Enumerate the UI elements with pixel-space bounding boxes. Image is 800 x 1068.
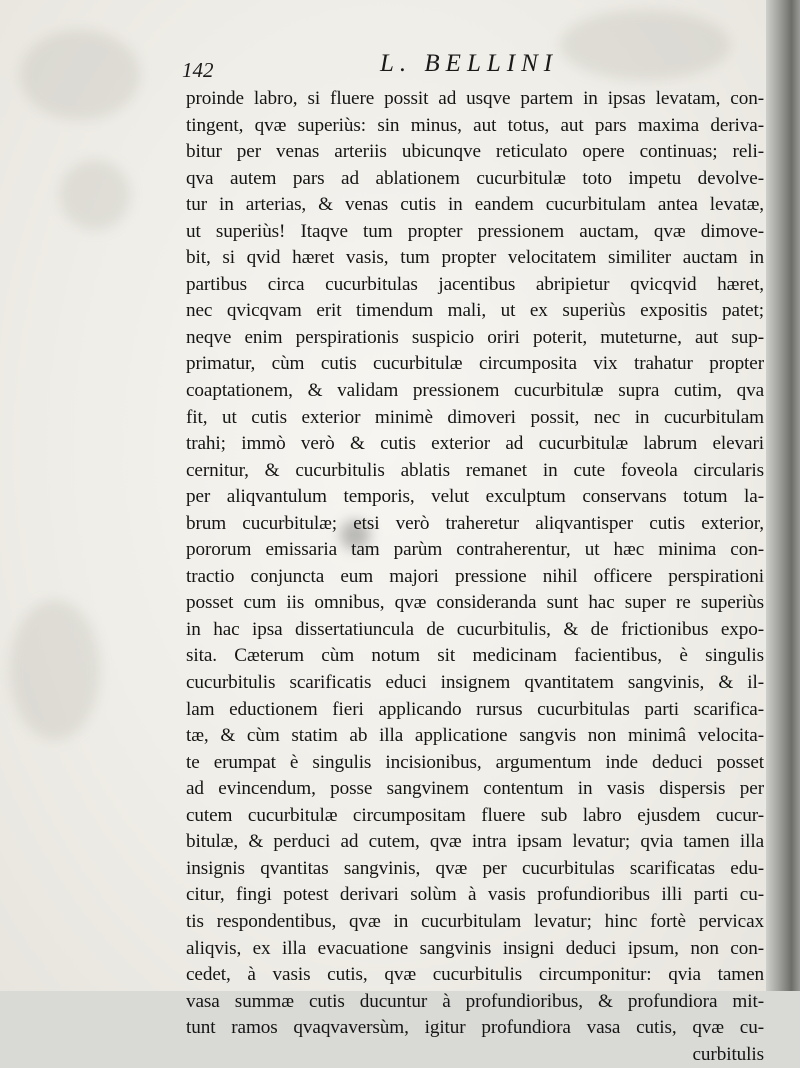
text-line: cedet, à vasis cutis, qvæ cucurbitulis circumponitur: qvia tamen: [186, 964, 764, 986]
text-line: citur, fingi potest derivari solùm à vasis profundioribus illi parti cu-: [186, 884, 764, 906]
text-line: fit, ut cutis exterior minimè dimoveri possit, nec in cucurbitulam: [186, 406, 764, 428]
text-line: trahi; immò verò & cutis exterior ad cucurbitulæ labrum elevari: [186, 433, 764, 455]
text-line: proinde labro, si fluere possit ad usqve partem in ipsas levatam, con-: [186, 88, 764, 109]
text-line: brum cucurbitulæ; etsi verò traheretur aliqvantisper cutis exterior,: [186, 512, 764, 534]
text-line: per aliqvantulum temporis, velut exculptum conservans totum la-: [186, 486, 764, 508]
catchword: curbitulis: [692, 1043, 764, 1065]
page-number: 142: [182, 58, 214, 82]
paper-stain: [10, 600, 100, 740]
text-line: sita. Cæterum cùm notum sit medicinam facientibus, è singulis: [186, 645, 764, 667]
text-line: qva autem pars ad ablationem cucurbitulæ toto impetu devolve-: [186, 167, 764, 189]
text-line: posset cum iis omnibus, qvæ consideranda sunt hac super re superiùs: [186, 592, 764, 614]
text-line: primatur, cùm cutis cucurbitulæ circumposita vix trahatur propter: [186, 353, 764, 375]
text-line: vasa summæ cutis ducuntur à profundioribus, & profundiora mit-: [186, 990, 764, 1012]
gutter-shadow: [766, 0, 800, 991]
text-line: tur in arterias, & venas cutis in eandem cucurbitulam antea levatæ,: [186, 194, 764, 216]
text-line: cucurbitulis scarificatis educi insignem qvantitatem sangvinis, & il-: [186, 672, 764, 694]
page-header: [182, 44, 752, 84]
text-line: pororum emissaria tam parùm contraherentur, ut hæc minima con-: [186, 539, 764, 561]
text-line: cutem cucurbitulæ circumpositam fluere sub labro ejusdem cucur-: [186, 804, 764, 826]
text-line: bit, si qvid hæret vasis, tum propter velocitatem similiter auctam in: [186, 247, 764, 269]
text-line: nec qvicqvam erit timendum mali, ut ex superiùs expositis patet;: [186, 300, 764, 322]
text-line: partibus circa cucurbitulas jacentibus abripietur qvicqvid hæret,: [186, 273, 764, 295]
body-text: [186, 86, 764, 1068]
text-line: tractio conjuncta eum majori pressione nihil officere perspirationi: [186, 565, 764, 587]
paper-stain: [60, 160, 130, 230]
text-line: ut superiùs! Itaqve tum propter pressionem auctam, qvæ dimove-: [186, 220, 764, 242]
text-line: in hac ipsa dissertatiuncula de cucurbitulis, & de frictionibus expo-: [186, 618, 764, 640]
text-line: lam eductionem fieri applicando rursus cucurbitulas parti scarifica-: [186, 698, 764, 720]
text-line: insignis qvantitas sangvinis, qvæ per cucurbitulas scarificatas edu-: [186, 857, 764, 879]
text-line: bitulæ, & perduci ad cutem, qvæ intra ipsam levatur; qvia tamen illa: [186, 831, 764, 853]
text-line: cernitur, & cucurbitulis ablatis remanet in cute foveola circularis: [186, 459, 764, 481]
text-line: tis respondentibus, qvæ in cucurbitulam levatur; hinc fortè pervicax: [186, 910, 764, 932]
text-line: coaptationem, & validam pressionem cucurbitulæ supra cutim, qva: [186, 380, 764, 402]
text-line: tæ, & cùm statim ab illa applicatione sangvis non minimâ velocita-: [186, 725, 764, 747]
text-line: tingent, qvæ superiùs: sin minus, aut totus, aut pars maxima deriva-: [186, 114, 764, 136]
text-line: te erumpat è singulis incisionibus, argumentum inde deduci posset: [186, 751, 764, 773]
text-line: bitur per venas arteriis ubicunqve reticulato opere continuas; reli-: [186, 141, 764, 163]
text-line: aliqvis, ex illa evacuatione sangvinis insigni deduci ipsum, non con-: [186, 937, 764, 959]
running-head: L. BELLINI: [380, 50, 559, 77]
text-line: tunt ramos qvaqvaversùm, igitur profundiora vasa cutis, qvæ cu-: [186, 1017, 764, 1039]
text-line: ad evincendum, posse sangvinem contentum in vasis dispersis per: [186, 778, 764, 800]
paper-stain: [20, 30, 140, 120]
text-line: neqve enim perspirationis suspicio oriri poterit, muteturne, aut sup-: [186, 326, 764, 348]
